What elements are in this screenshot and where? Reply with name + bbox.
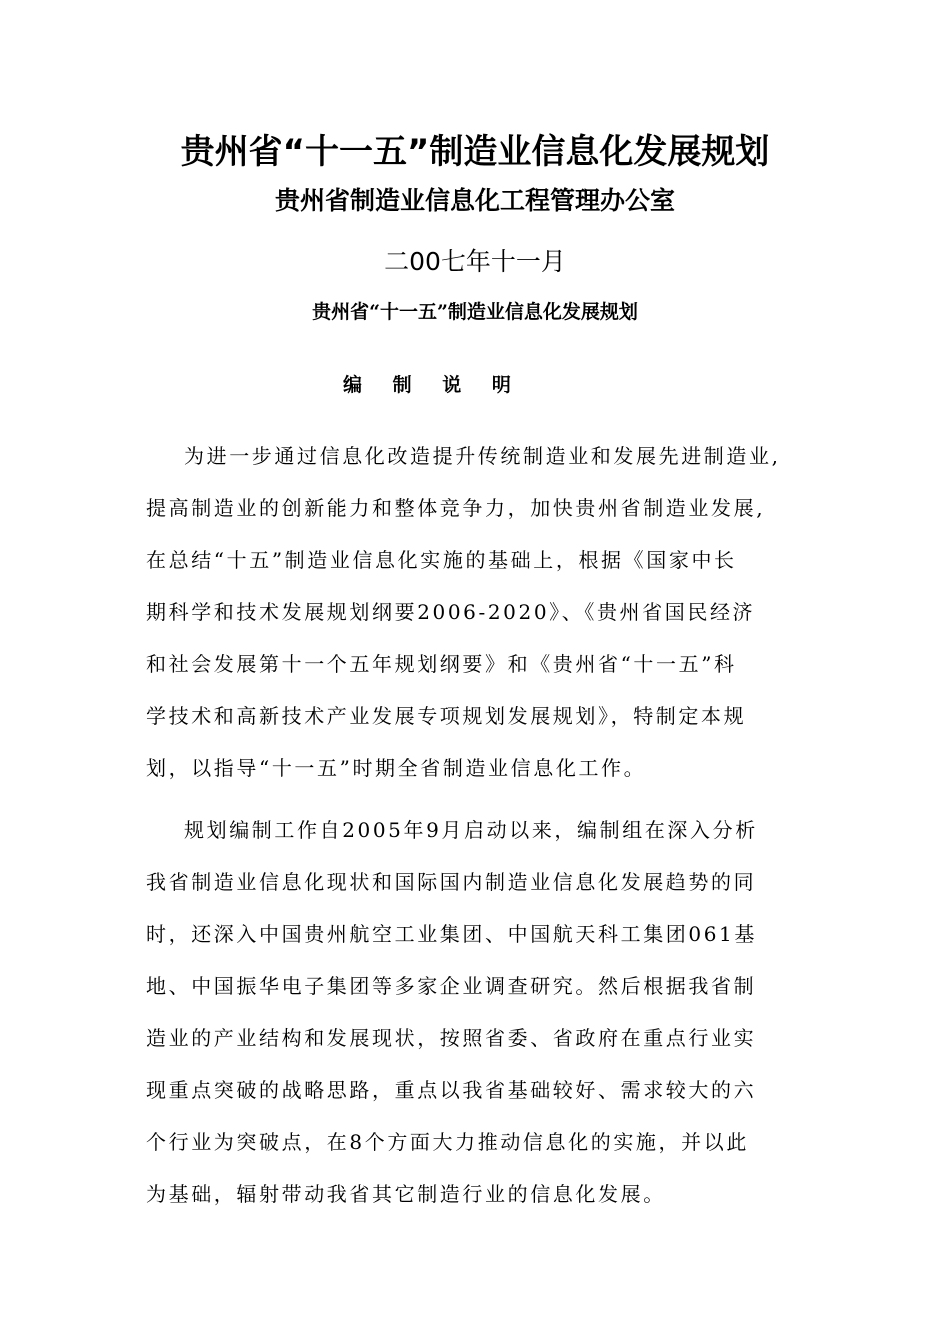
paragraph-line: 造业的产业结构和发展现状，按照省委、省政府在重点行业实 (146, 1026, 757, 1050)
document-date: 二00七年十一月 (384, 247, 566, 276)
paragraph-line: 划，以指导“十一五”时期全省制造业信息化工作。 (146, 756, 647, 780)
paragraph-line: 期科学和技术发展规划纲要2006-2020》、《贵州省国民经济 (146, 600, 756, 624)
paragraph-2 (146, 804, 816, 1220)
paragraph-line: 提高制造业的创新能力和整体竞争力，加快贵州省制造业发展, (146, 496, 766, 520)
organization-name: 贵州省制造业信息化工程管理办公室 (274, 186, 675, 215)
paragraph-line: 规划编制工作自2005年9月启动以来，编制组在深入分析 (184, 818, 758, 842)
paragraph-line: 和社会发展第十一个五年规划纲要》和《贵州省“十一五”科 (146, 652, 737, 676)
paragraph-line: 学技术和高新技术产业发展专项规划发展规划》，特制定本规 (146, 704, 747, 728)
paragraph-line: 在总结“十五”制造业信息化实施的基础上，根据《国家中长 (146, 548, 737, 572)
paragraph-line: 为基础，辐射带动我省其它制造行业的信息化发展。 (146, 1182, 666, 1206)
paragraph-line: 我省制造业信息化现状和国际国内制造业信息化发展趋势的同 (146, 870, 757, 894)
paragraph-line: 现重点突破的战略思路，重点以我省基础较好、需求较大的六 (146, 1078, 757, 1102)
paragraph-line: 为进一步通过信息化改造提升传统制造业和发展先进制造业, (184, 444, 781, 468)
paragraph-1 (146, 430, 816, 794)
paragraph-line: 地、中国振华电子集团等多家企业调查研究。然后根据我省制 (146, 974, 757, 998)
paragraph-line: 个行业为突破点，在8个方面大力推动信息化的实施，并以此 (146, 1130, 749, 1154)
sub-title: 贵州省“十一五”制造业信息化发展规划 (312, 301, 638, 323)
section-heading: 编 制 说 明 (343, 374, 523, 396)
main-title: 贵州省“十一五”制造业信息化发展规划 (180, 132, 770, 172)
paragraph-line: 时，还深入中国贵州航空工业集团、中国航天科工集团061基 (146, 922, 757, 946)
